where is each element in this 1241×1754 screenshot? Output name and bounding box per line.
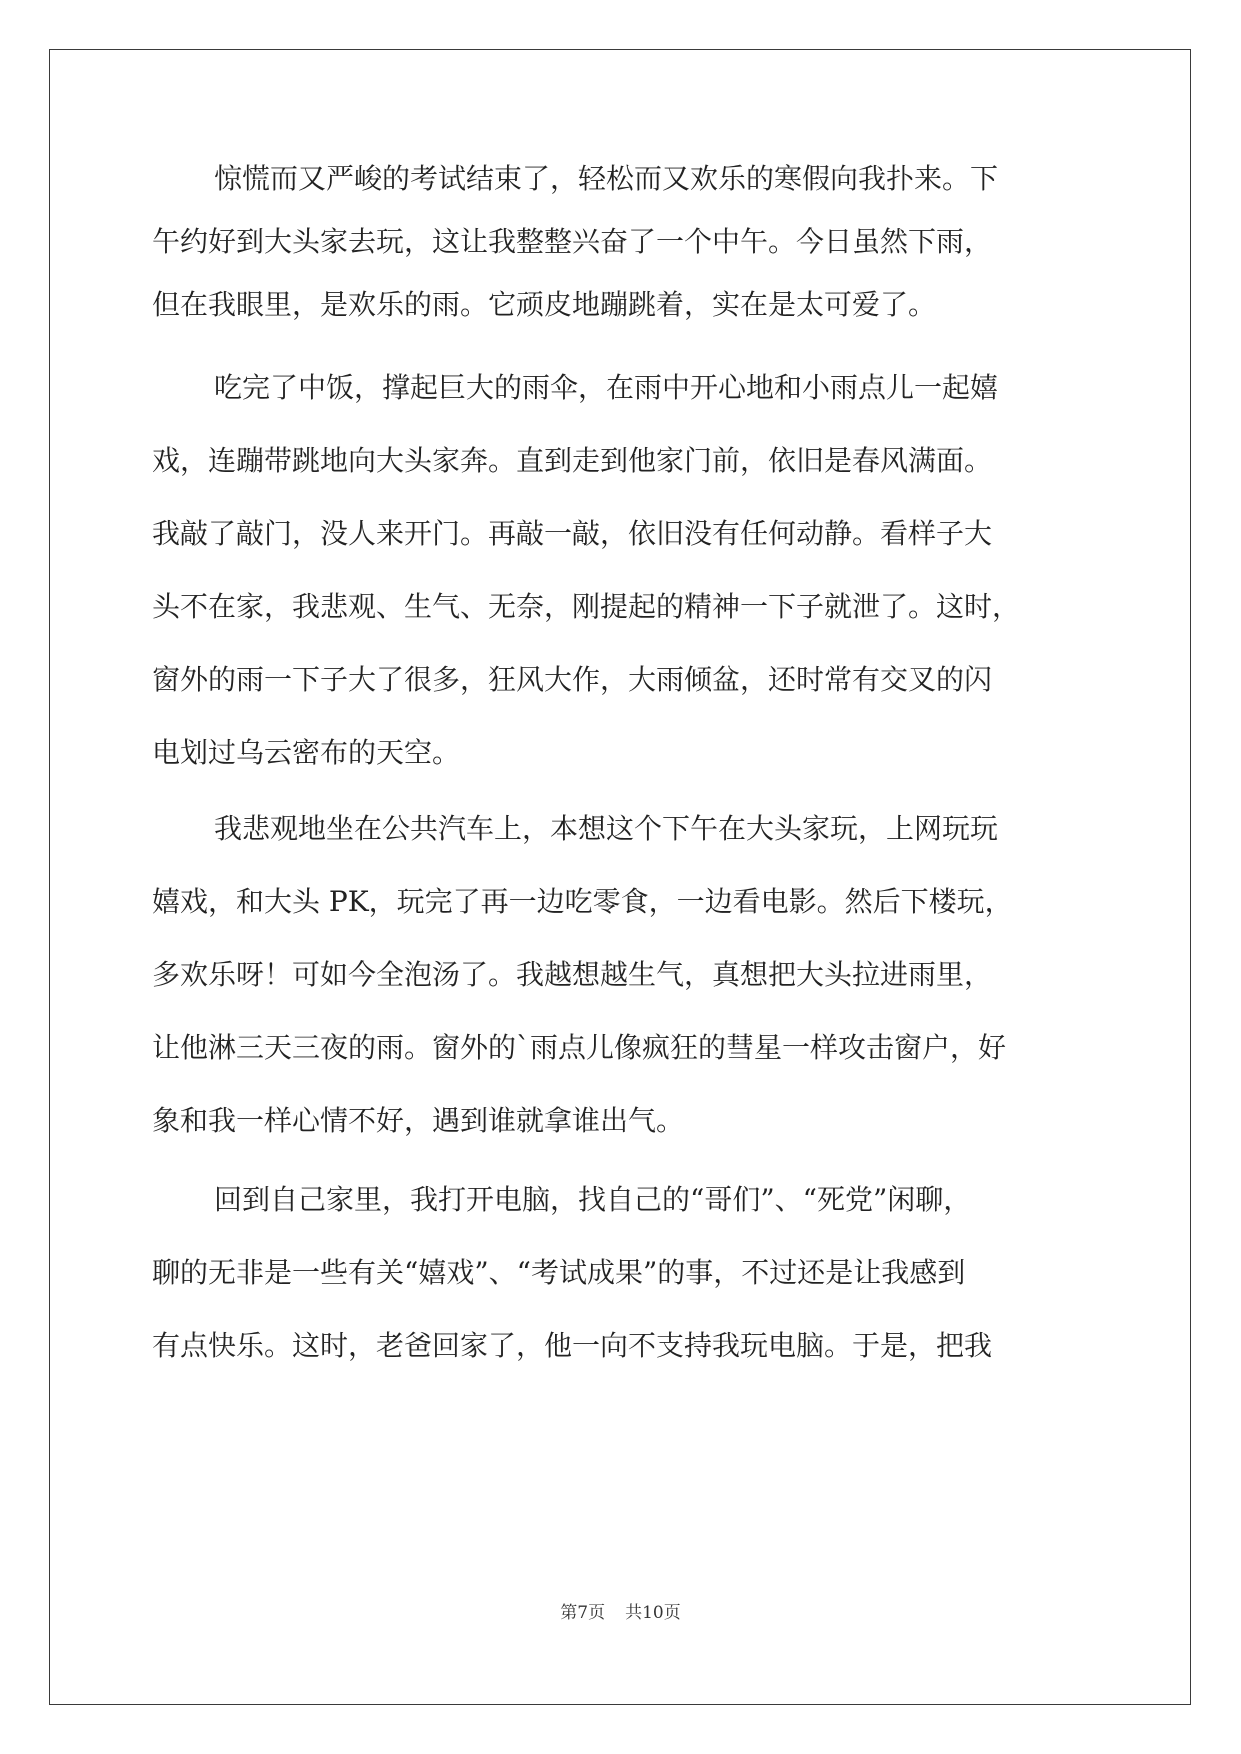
- paragraph-line: 戏，连蹦带跳地向大头家奔。直到走到他家门前，依旧是春风满面。: [152, 444, 993, 477]
- paragraph-line: 多欢乐呀！可如今全泡汤了。我越想越生气，真想把大头拉进雨里，: [152, 958, 993, 991]
- paragraph-line: 回到自己家里，我打开电脑，找自己的“哥们”、“死党”闲聊，: [214, 1183, 972, 1216]
- paragraph-line: 我敲了敲门，没人来开门。再敲一敲，依旧没有任何动静。看样子大: [152, 517, 993, 550]
- paragraph-line: 聊的无非是一些有关“嬉戏”、“考试成果”的事，不过还是让我感到: [152, 1256, 966, 1289]
- paragraph-line: 惊慌而又严峻的考试结束了，轻松而又欢乐的寒假向我扑来。下: [214, 162, 999, 195]
- paragraph-line: 头不在家，我悲观、生气、无奈，刚提起的精神一下子就泄了。这时，: [152, 590, 1021, 623]
- paragraph-line: 吃完了中饭，撑起巨大的雨伞，在雨中开心地和小雨点儿一起嬉: [214, 371, 999, 404]
- page-total: 共10页: [625, 1603, 681, 1623]
- paragraph-line: 但在我眼里，是欢乐的雨。它顽皮地蹦跳着，实在是太可爱了。: [152, 288, 937, 321]
- paragraph-line: 电划过乌云密布的天空。: [152, 736, 461, 769]
- paragraph-line: 我悲观地坐在公共汽车上，本想这个下午在大头家玩，上网玩玩: [214, 812, 999, 845]
- page-number: 第7页: [560, 1603, 606, 1623]
- paragraph-line: 窗外的雨一下子大了很多，狂风大作，大雨倾盆，还时常有交叉的闪: [152, 663, 993, 696]
- page-footer: [0, 1598, 1241, 1623]
- paragraph-line: 嬉戏，和大头 PK，玩完了再一边吃零食，一边看电影。然后下楼玩，: [152, 885, 1013, 918]
- paragraph-line: 有点快乐。这时，老爸回家了，他一向不支持我玩电脑。于是，把我: [152, 1329, 993, 1362]
- paragraph-line: 午约好到大头家去玩，这让我整整兴奋了一个中午。今日虽然下雨，: [152, 225, 993, 258]
- paragraph-line: 让他淋三天三夜的雨。窗外的`雨点儿像疯狂的彗星一样攻击窗户，好: [152, 1031, 1007, 1064]
- paragraph-line: 象和我一样心情不好，遇到谁就拿谁出气。: [152, 1104, 685, 1137]
